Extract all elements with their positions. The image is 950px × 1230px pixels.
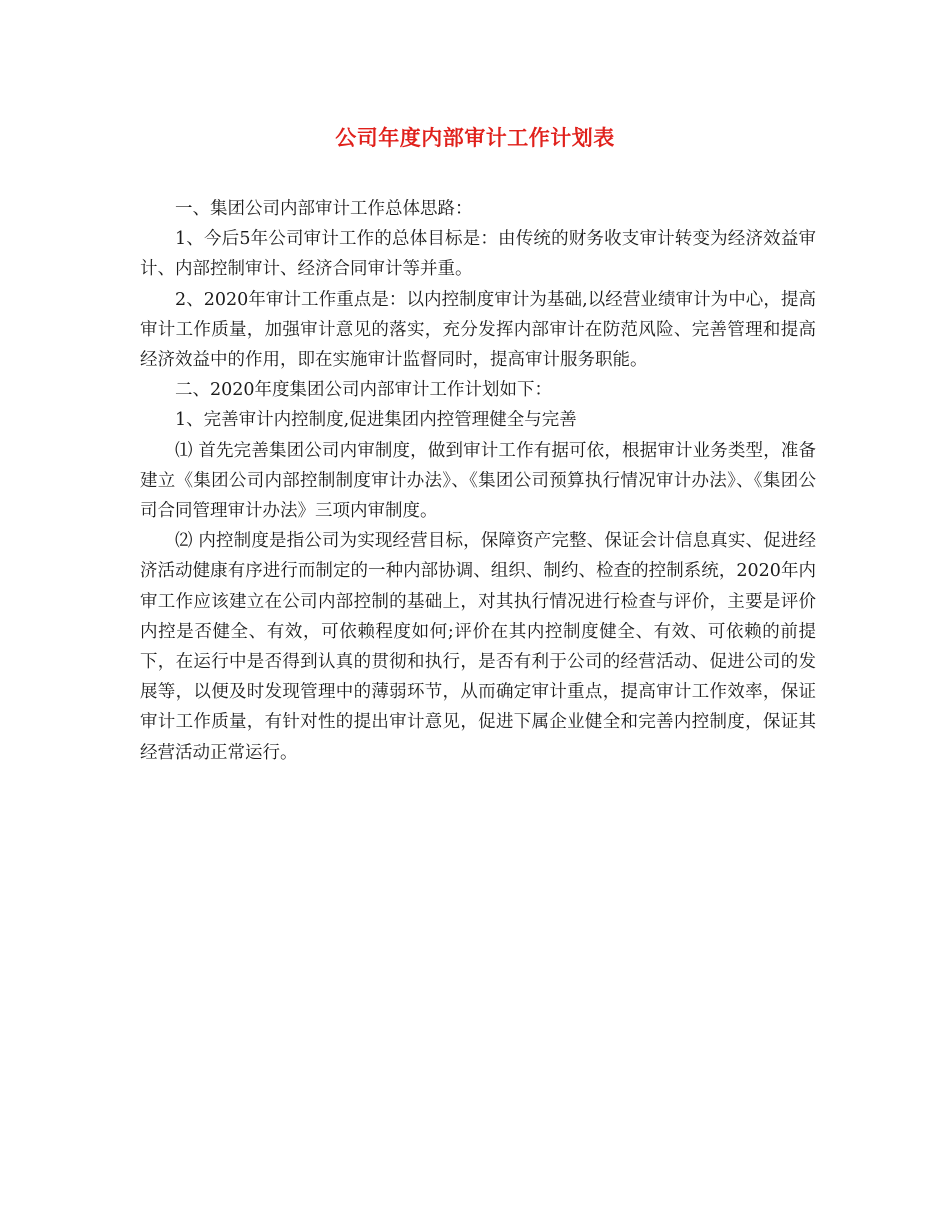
paragraph-item-2: ⑵ 内控制度是指公司为实现经营目标，保障资产完整、保证会计信息真实、促进经济活动健康有序进行而制定的一种内部协调、组织、制约、检查的控制系统，2020年内审工作应该建立在公司内部控制的基础上，对其执行情况进行检查与评价，主要是评价内控是否健全、有效，可依赖程度如何;评价在其内控制度健全、有效、可依赖的前提下，在运行中是否得到认真的贯彻和执行，是否有利于公司的经营活动、促进公司的发展等，以便及时发现管理中的薄弱环节，从而确定审计重点，提高审计工作效率，保证审计工作质量，有针对性的提出审计意见，促进下属企业健全和完善内控制度，保证其经营活动正常运行。 <box>140 531 816 763</box>
paragraph-item-1: ⑴ 首先完善集团公司内审制度，做到审计工作有据可依，根据审计业务类型，准备建立《集团公司内部控制制度审计办法》、《集团公司预算执行情况审计办法》、《集团公司合同管理审计办法》三项内审制度。 <box>140 440 816 522</box>
document-body <box>140 194 816 768</box>
paragraph-2020-focus: 2、2020年审计工作重点是：以内控制度审计为基础,以经营业绩审计为中心，提高审计工作质量，加强审计意见的落实，充分发挥内部审计在防范风险、完善管理和提高经济效益中的作用，即在实施审计监督同时，提高审计服务职能。 <box>140 289 816 371</box>
paragraph-section-1-heading: 一、集团公司内部审计工作总体思路： <box>175 199 473 219</box>
paragraph-overall-goal: 1、今后5年公司审计工作的总体目标是：由传统的财务收支审计转变为经济效益审计、内部控制审计、经济合同审计等并重。 <box>140 229 816 280</box>
document-title: 公司年度内部审计工作计划表 <box>335 126 615 150</box>
paragraph-subsection-1-heading: 1、完善审计内控制度,促进集团内控管理健全与完善 <box>175 410 577 431</box>
paragraph-section-2-heading: 二、2020年度集团公司内部审计工作计划如下： <box>175 380 553 401</box>
